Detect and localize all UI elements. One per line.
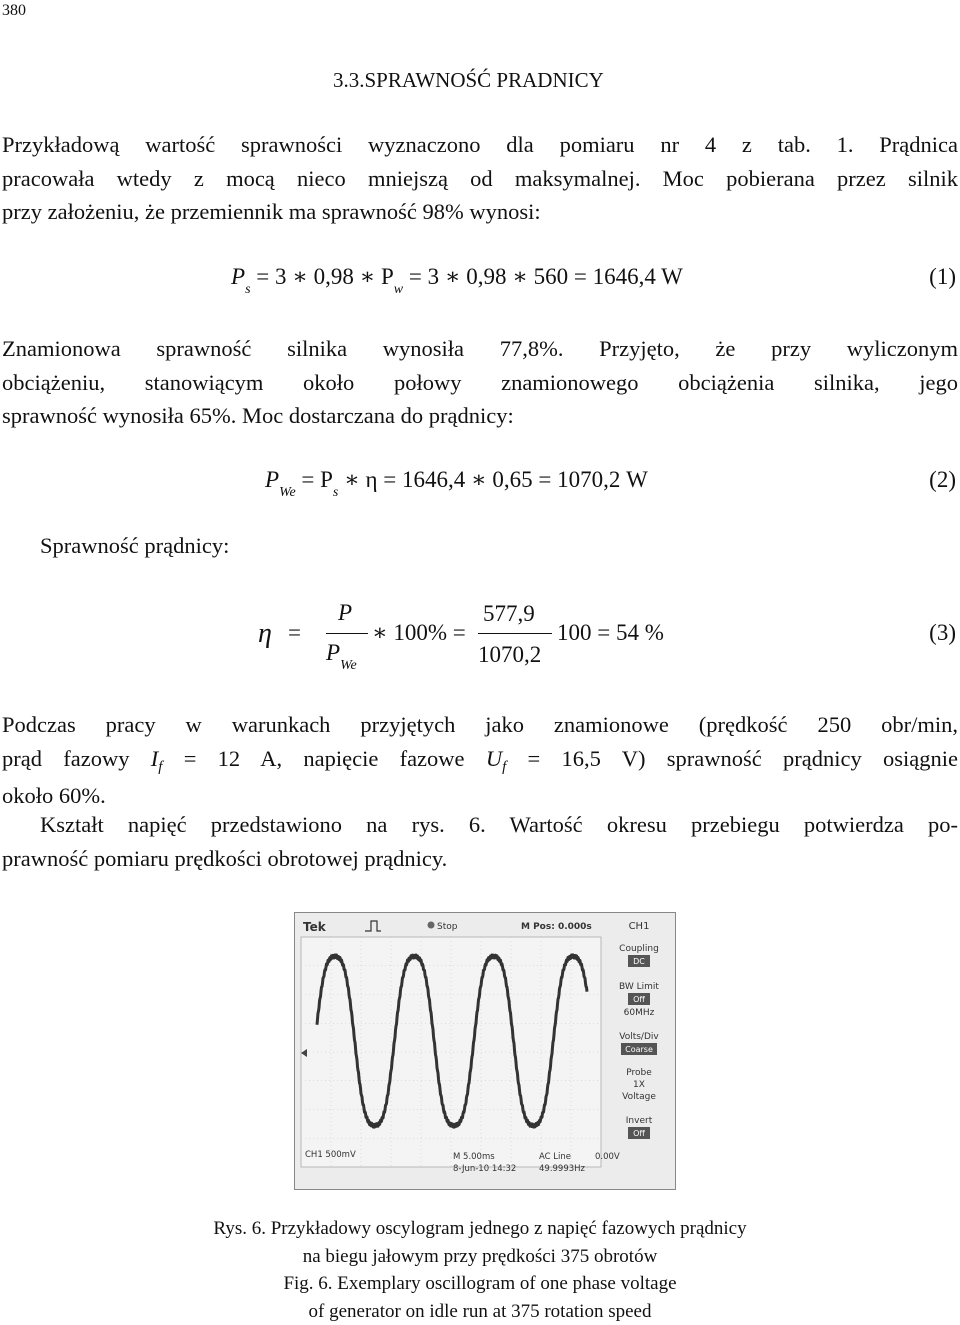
symbol-U: U (485, 745, 503, 771)
eq2-lhs: P (265, 467, 280, 492)
eq2-part-a: = P (301, 467, 333, 492)
eq1-part-a: = 3 ∗ 0,98 ∗ P (256, 264, 394, 289)
eq3-mid: ∗ 100% = (372, 620, 466, 645)
stop-indicator-icon (428, 922, 435, 929)
caption-line: Fig. 6. Exemplary oscillogram of one phase voltage (283, 1273, 677, 1294)
equation-2 (265, 467, 648, 500)
paragraph-line (2, 742, 958, 780)
eq1-lhs-sub: s (245, 282, 251, 297)
oscilloscope-figure (294, 912, 676, 1190)
scope-frequency: 49.9993Hz (539, 1164, 586, 1174)
eq1-part-a-sub: w (393, 282, 404, 297)
eq1-part-b: = 3 ∗ 0,98 ∗ 560 = 1646,4 W (408, 264, 683, 289)
scope-trigger: AC Line (539, 1152, 572, 1162)
figure-caption (0, 1215, 960, 1325)
paragraph-line: prawność pomiaru prędkości obrotowej prądnicy. (2, 845, 448, 871)
paragraph-line: Znamionowa sprawność silnika wynosiła 77,8%. Przyjęto, że przy wyliczonym (2, 336, 958, 361)
scope-ch1-scale: CH1 500mV (305, 1150, 356, 1160)
equation-number-2: (2) (929, 467, 956, 492)
paragraph-line: Kształt napięć przedstawiono na rys. 6. Wartość okresu przebiegu potwierdza po- (40, 812, 958, 837)
scope-brand: Tek (303, 920, 326, 934)
menu-label: Volts/Div (619, 1032, 659, 1042)
efficiency-label: Sprawność prądnicy: (40, 533, 230, 558)
symbol-sub-f: f (502, 758, 507, 775)
menu-value: Off (633, 995, 645, 1004)
text-run: = 16,5 V) sprawność prądnicy osiągnie (506, 745, 958, 771)
menu-value: DC (633, 957, 645, 966)
caption-line: na biegu jałowym przy prędkości 375 obrotów (302, 1245, 658, 1267)
eq3-frac1-line (326, 633, 368, 634)
equation-1 (231, 264, 683, 297)
text-run: prąd fazowy (2, 745, 151, 771)
scope-timebase: M 5.00ms (453, 1152, 495, 1162)
menu-label: BW Limit (619, 982, 659, 992)
eq3-frac2-line (478, 633, 552, 634)
eq3-frac1-den: P (326, 640, 341, 665)
paragraph-line: Przykładową wartość sprawności wyznaczono dla pomiaru nr 4 z tab. 1. Prądnica (2, 132, 958, 157)
paragraph-line: przy założeniu, że przemiennik ma sprawność 98% wynosi: (2, 199, 541, 224)
paragraph-line: obciążeniu, stanowiącym około połowy znamionowego obciążenia silnika, jego (2, 369, 958, 395)
section-heading: 3.3.SPRAWNOŚĆ PRADNICY (333, 68, 604, 92)
scope-mpos: M Pos: 0.000s (521, 922, 592, 932)
equation-number-3: (3) (929, 620, 956, 645)
eq2-part-a-sub: s (332, 485, 339, 500)
scope-trigger-level: 0.00V (595, 1152, 620, 1162)
equation-number-1: (1) (929, 264, 956, 289)
eq3-eta: η (258, 618, 272, 649)
paragraph-3 (2, 708, 958, 813)
caption-line: Rys. 6. Przykładowy oscylogram jednego z napięć fazowych prądnicy (213, 1218, 747, 1239)
menu-value: Coarse (625, 1045, 653, 1054)
paragraph-line: pracowała wtedy z mocą nieco mniejszą od maksymalnej. Moc pobierana przez silnik (2, 165, 958, 191)
symbol-sub-f: f (158, 758, 163, 775)
paragraph-line: sprawność wynosiła 65%. Moc dostarczana do prądnicy: (2, 403, 514, 428)
paragraph-1 (2, 128, 958, 229)
menu-label: Invert (625, 1116, 653, 1126)
eq3-frac2-num: 577,9 (483, 601, 535, 626)
eq3-frac2-den: 1070,2 (478, 642, 542, 667)
menu-extra: 60MHz (623, 1008, 655, 1018)
paragraph-line: Podczas pracy w warunkach przyjętych jako znamionowe (prędkość 250 obr/min, (2, 712, 958, 737)
paragraph-2 (2, 332, 958, 433)
menu-label: Probe (626, 1068, 652, 1078)
eq2-part-b: ∗ η = 1646,4 ∗ 0,65 = 1070,2 W (344, 467, 648, 492)
eq3-tail: 100 = 54 % (557, 620, 664, 645)
paragraph-line: około 60%. (2, 783, 106, 808)
menu-extra: Voltage (622, 1092, 656, 1102)
menu-value: 1X (633, 1080, 645, 1090)
eq1-lhs: P (231, 264, 246, 289)
eq3-frac1-den-sub: We (340, 658, 357, 673)
menu-value: Off (633, 1129, 645, 1138)
paragraph-4 (2, 808, 958, 875)
text-run: = 12 A, napięcie fazowe (162, 745, 486, 771)
page-number: 380 (2, 2, 26, 19)
eq2-lhs-sub: We (279, 485, 296, 500)
symbol-I: I (150, 745, 159, 771)
caption-line: of generator on idle run at 375 rotation speed (308, 1300, 652, 1322)
eq3-equals: = (288, 620, 301, 645)
scope-status: Stop (437, 922, 458, 932)
eq3-frac1-num: P (338, 600, 353, 625)
menu-channel: CH1 (628, 921, 650, 932)
scope-date: 8-Jun-10 14:32 (453, 1164, 517, 1174)
menu-label: Coupling (619, 944, 659, 954)
